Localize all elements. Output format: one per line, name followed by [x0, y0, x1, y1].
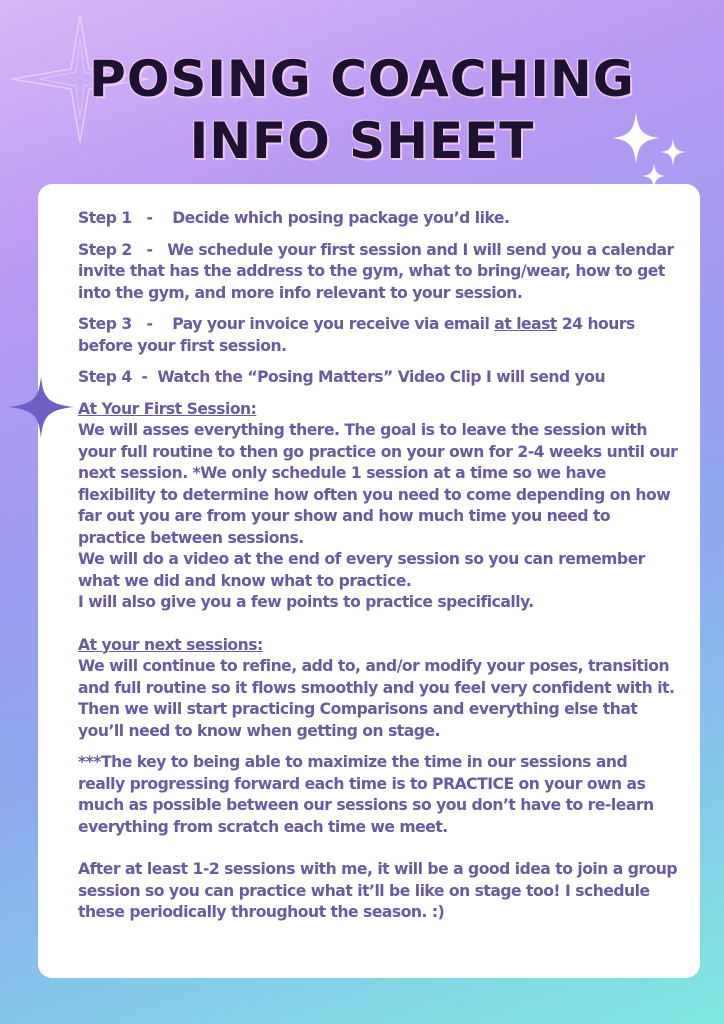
sparkle-dark-icon [8, 376, 74, 438]
step-4 [78, 367, 678, 389]
step-text: We schedule your first session and I will send you a calendar invite that has the address to the gym, what to bring/wear, how to get into the gym, and more info relevant to your session. [78, 240, 674, 302]
step-label: Step 1 - [78, 209, 173, 227]
step-1 [78, 208, 678, 230]
step-text: Watch the “Posing Matters” Video Clip I will send you [157, 368, 606, 386]
first-session-paragraph: We will do a video at the end of every session so you can remember what we did and know what to practice. [78, 550, 645, 590]
first-session-paragraph: I will also give you a few points to practice specifically. [78, 593, 534, 611]
next-sessions-paragraph: We will continue to refine, add to, and/or modify your poses, transition and full routine so it flows smoothly and you feel very confident with it. Then we will start practicing Comparisons and everything else that you’ll need to know when getting on stage. [78, 657, 675, 740]
title-line-1: POSING COACHING [89, 50, 635, 108]
step-2 [78, 240, 678, 305]
page-title [0, 48, 724, 172]
info-content [78, 208, 678, 924]
step-text-underlined: at least [494, 315, 557, 333]
title-line-2: INFO SHEET [189, 112, 535, 170]
step-label: Step 2 - [78, 240, 168, 259]
key-note: ***The key to being able to maximize the time in our sessions and really progressing forward each time is to PRACTICE on your own as much as possible between our sessions so you don’t have to re-learn everything from scratch each time we meet. [78, 753, 654, 836]
group-note: After at least 1-2 sessions with me, it will be a good idea to join a group session so you can practice what it’ll be like on stage too! I schedule these periodically throughout the season. :) [78, 860, 678, 921]
step-label: Step 3 - [78, 315, 173, 333]
first-session-heading: At Your First Session: [78, 399, 257, 418]
step-3 [78, 314, 678, 357]
step-label: Step 4 - [78, 368, 158, 386]
step-text: 24 hours before your first session. [78, 315, 635, 355]
step-text: Pay your invoice you receive via email [172, 315, 495, 333]
next-sessions-heading: At your next sessions: [78, 635, 263, 654]
step-text: Decide which posing package you’d like. [172, 209, 510, 227]
first-session-paragraph: We will asses everything there. The goal is to leave the session with your full routine to then go practice on your own for 2-4 weeks until our next session. *We only schedule 1 session at a time so we have flexibility to determine how often you need to come depending on how far out you are from your show and how much time you need to practice between sessions. [78, 421, 678, 547]
